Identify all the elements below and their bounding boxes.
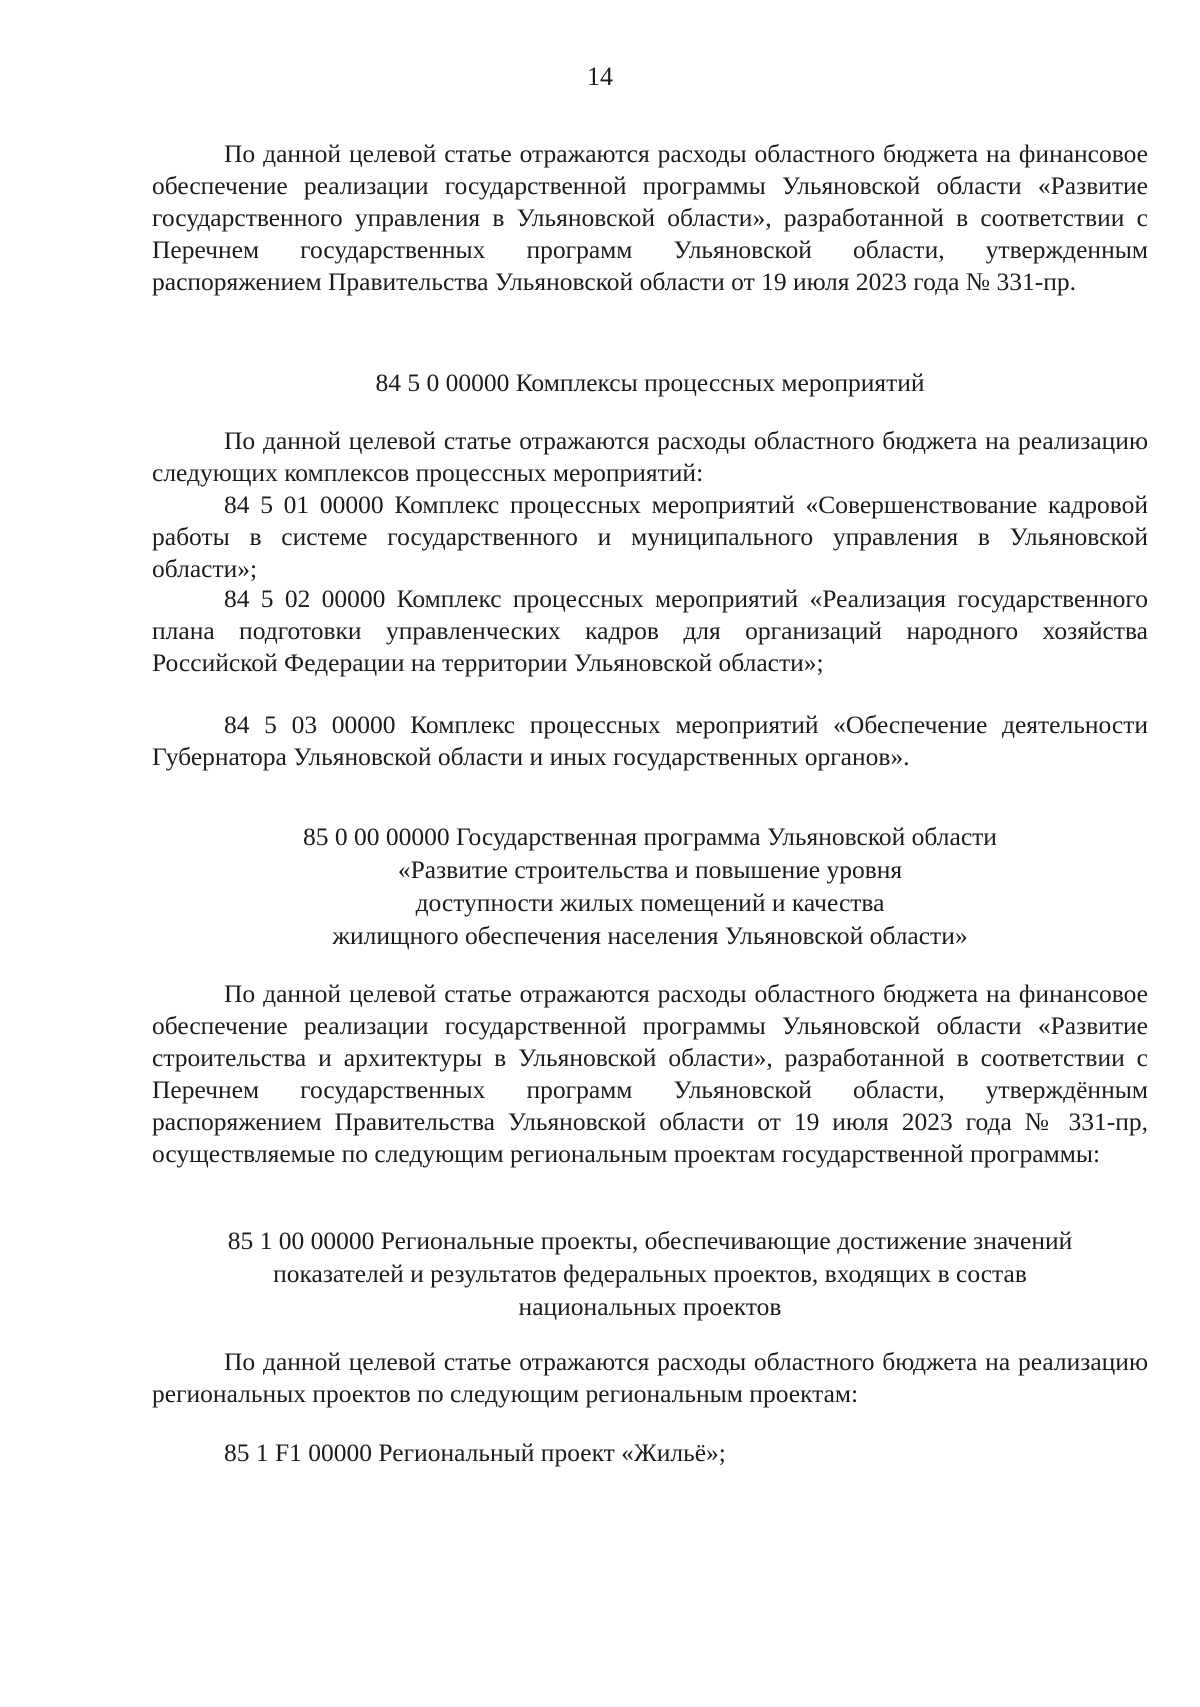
list-item-process-measure-03: 84 5 03 00000 Комплекс процессных мероприятий «Обеспечение деятельности Губернатора Ульяновской области и иных государственных органов». [152, 710, 1148, 771]
paragraph-process-measures-intro: По данной целевой статье отражаются расходы областного бюджета на реализацию следующих комплексов процессных мероприятий: [152, 426, 1148, 487]
list-item-regional-project-housing: 85 1 F1 00000 Региональный проект «Жильё»; [224, 1438, 726, 1467]
list-item-process-measure-01: 84 5 01 00000 Комплекс процессных мероприятий «Совершенствование кадровой работы в системе государственного и муниципального управления в Ульяновской области»; [152, 490, 1148, 583]
paragraph-regional-projects-intro: По данной целевой статье отражаются расходы областного бюджета на реализацию региональных проектов по следующим региональным проектам: [152, 1347, 1148, 1408]
section-heading-regional-projects [152, 1224, 1148, 1323]
heading-line: «Развитие строительства и повышение уровня [397, 855, 903, 884]
page-number: 14 [587, 62, 613, 91]
heading-line: национальных проектов [518, 1292, 782, 1321]
section-heading-process-measures: 84 5 0 00000 Комплексы процессных мероприятий [375, 368, 925, 397]
section-heading-construction-program [152, 820, 1148, 952]
heading-line: показателей и результатов федеральных проектов, входящих в состав [273, 1259, 1027, 1288]
paragraph-program-funding: По данной целевой статье отражаются расходы областного бюджета на финансовое обеспечение реализации государственной программы Ульяновской области «Развитие государственного управления в Ульяновской области», разработанной в соответствии с Перечнем государственных программ Ульяновской области, утвержденным распоряжением Правительства Ульяновской области от 19 июля 2023 года № 331-пр. [152, 139, 1148, 296]
list-item-process-measure-02: 84 5 02 00000 Комплекс процессных мероприятий «Реализация государственного плана подготовки управленческих кадров для организаций народного хозяйства Российской Федерации на территории Ульяновской области»; [152, 584, 1148, 677]
heading-line: 85 0 00 00000 Государственная программа Ульяновской области [303, 822, 997, 851]
heading-line: жилищного обеспечения населения Ульяновской области» [332, 921, 968, 950]
paragraph-construction-funding: По данной целевой статье отражаются расходы областного бюджета на финансовое обеспечение реализации государственной программы Ульяновской области «Развитие строительства и архитектуры в Ульяновской области», разработанной в соответствии с Перечнем государственных программ Ульяновской области, утверждённым распоряжением Правительства Ульяновской области от 19 июля 2023 года № 331-пр, осуществляемые по следующим региональным проектам государственной программы: [152, 979, 1148, 1168]
heading-line: 85 1 00 00000 Региональные проекты, обеспечивающие достижение значений [227, 1226, 1073, 1255]
heading-line: доступности жилых помещений и качества [415, 888, 885, 917]
